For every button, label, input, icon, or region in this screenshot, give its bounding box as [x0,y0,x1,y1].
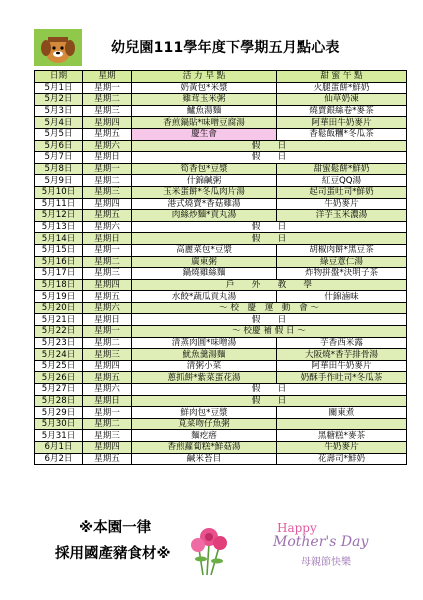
holiday-cell: 假 日 [132,384,407,396]
afternoon-snack-cell: 燒賣銀絲卷*麥茶 [277,105,407,117]
date-cell: 6月2日 [35,453,83,465]
holiday-cell: ～ 校 慶 運 動 會 ～ [132,302,407,314]
weekday-cell: 星期日 [83,152,132,164]
weekday-cell: 星期一 [83,82,132,94]
weekday-cell: 星期二 [83,256,132,268]
morning-snack-cell: 港式燒賣*香菇雞湯 [132,198,277,210]
date-cell: 5月5日 [35,128,83,140]
afternoon-snack-cell: 綠豆薏仁湯 [277,256,407,268]
weekday-cell: 星期四 [83,279,132,291]
afternoon-snack-cell: 胡椒肉餅*黑豆茶 [277,244,407,256]
date-cell: 5月10日 [35,186,83,198]
afternoon-snack-cell: 阿華田牛奶麥片 [277,360,407,372]
table-row [35,163,407,175]
morning-snack-cell: 雞茸玉米粥 [132,94,277,106]
morning-snack-cell: 鹹米苔目 [132,453,277,465]
date-cell: 5月4日 [35,117,83,129]
morning-snack-cell: 廣東粥 [132,256,277,268]
morning-snack-cell: 高麗菜包*豆漿 [132,244,277,256]
header-afternoon-snack: 甜 蜜 午 點 [277,71,407,83]
header-day: 星期 [83,71,132,83]
weekday-cell: 星期四 [83,117,132,129]
holiday-cell: 假 日 [132,140,407,152]
afternoon-snack-cell [277,418,407,430]
card-happy-text: Happy [277,521,317,535]
morning-snack-cell: 香煎蘿蔔糕*鮮菇湯 [132,442,277,454]
date-cell: 5月22日 [35,326,83,338]
weekday-cell: 星期四 [83,198,132,210]
table-row [35,337,407,349]
table-row [35,268,407,280]
weekday-cell: 星期二 [83,94,132,106]
table-row [35,314,407,326]
mothers-day-card [189,513,369,575]
afternoon-snack-cell: 什錦滷味 [277,291,407,303]
afternoon-snack-cell: 關東煮 [277,407,407,419]
table-row [35,372,407,384]
table-row [35,430,407,442]
table-row [35,221,407,233]
page-title: 幼兒園111學年度下學期五月點心表 [111,40,340,56]
weekday-cell: 星期二 [83,175,132,187]
afternoon-snack-cell: 黑糖糕*麥茶 [277,430,407,442]
holiday-cell: 戶 外 教 學 [132,279,407,291]
morning-snack-cell: 魷魚羹湯麵 [132,349,277,361]
morning-snack-cell: 莧菜吻仔魚粥 [132,418,277,430]
table-row [35,395,407,407]
weekday-cell: 星期六 [83,221,132,233]
morning-snack-cell: 水餃*蔬瓜貢丸湯 [132,291,277,303]
morning-snack-cell: 肉絲炒麵*貢丸湯 [132,210,277,222]
afternoon-snack-cell: 紅豆QQ湯 [277,175,407,187]
table-row [35,105,407,117]
date-cell: 5月16日 [35,256,83,268]
weekday-cell: 星期一 [83,163,132,175]
weekday-cell: 星期五 [83,210,132,222]
snack-menu-table [34,70,407,465]
date-cell: 5月17日 [35,268,83,280]
weekday-cell: 星期六 [83,140,132,152]
weekday-cell: 星期五 [83,372,132,384]
morning-snack-cell: 香煎鍋貼*味噌豆腐湯 [132,117,277,129]
table-body [35,82,407,465]
morning-snack-cell: 什錦鹹粥 [132,175,277,187]
weekday-cell: 星期三 [83,349,132,361]
table-row [35,256,407,268]
date-cell: 6月1日 [35,442,83,454]
table-row [35,326,407,338]
weekday-cell: 星期三 [83,268,132,280]
date-cell: 5月8日 [35,163,83,175]
weekday-cell: 星期二 [83,337,132,349]
table-row [35,186,407,198]
table-row [35,442,407,454]
morning-snack-cell: 鱸魚湯麵 [132,105,277,117]
morning-snack-cell: 麵疙瘩 [132,430,277,442]
holiday-cell: 假 日 [132,314,407,326]
date-cell: 5月30日 [35,418,83,430]
date-cell: 5月20日 [35,302,83,314]
table-row [35,407,407,419]
card-subtitle-text: 母親節快樂 [301,557,351,568]
note-line-1: ※本園一律 [79,520,152,536]
cartoon-dog-logo [34,29,82,66]
weekday-cell: 星期五 [83,291,132,303]
date-cell: 5月14日 [35,233,83,245]
table-row [35,384,407,396]
weekday-cell: 星期一 [83,244,132,256]
date-cell: 5月24日 [35,349,83,361]
afternoon-snack-cell: 仙草奶凍 [277,94,407,106]
holiday-cell: 假 日 [132,233,407,245]
table-row [35,140,407,152]
table-row [35,418,407,430]
table-row [35,152,407,164]
header-date: 日期 [35,71,83,83]
date-cell: 5月12日 [35,210,83,222]
table-row [35,279,407,291]
afternoon-snack-cell: 花壽司*鮮奶 [277,453,407,465]
afternoon-snack-cell: 洋芋玉米濃湯 [277,210,407,222]
afternoon-snack-cell: 牛奶麥片 [277,442,407,454]
holiday-cell: 假 日 [132,152,407,164]
morning-snack-cell: 慶生會 [132,128,277,140]
date-cell: 5月9日 [35,175,83,187]
afternoon-snack-cell: 香鬆飯糰*冬瓜茶 [277,128,407,140]
table-row [35,302,407,314]
date-cell: 5月11日 [35,198,83,210]
date-cell: 5月29日 [35,407,83,419]
weekday-cell: 星期三 [83,186,132,198]
date-cell: 5月26日 [35,372,83,384]
table-row [35,117,407,129]
date-cell: 5月6日 [35,140,83,152]
date-cell: 5月13日 [35,221,83,233]
weekday-cell: 星期六 [83,302,132,314]
holiday-cell: ～ 校慶 補 假 日 ～ [132,326,407,338]
afternoon-snack-cell: 炸物拼盤*決明子茶 [277,268,407,280]
weekday-cell: 星期日 [83,395,132,407]
table-row [35,128,407,140]
card-mothers-day-text: Mother's Day [273,534,369,550]
table-row [35,360,407,372]
table-row [35,82,407,94]
date-cell: 5月21日 [35,314,83,326]
weekday-cell: 星期五 [83,453,132,465]
date-cell: 5月23日 [35,337,83,349]
weekday-cell: 星期三 [83,430,132,442]
table-row [35,94,407,106]
weekday-cell: 星期二 [83,418,132,430]
date-cell: 5月15日 [35,244,83,256]
table-row [35,453,407,465]
date-cell: 5月2日 [35,94,83,106]
weekday-cell: 星期三 [83,105,132,117]
weekday-cell: 星期日 [83,314,132,326]
holiday-cell: 假 日 [132,221,407,233]
morning-snack-cell: 清蒸肉圓*味噌湯 [132,337,277,349]
date-cell: 5月3日 [35,105,83,117]
date-cell: 5月28日 [35,395,83,407]
holiday-cell: 假 日 [132,395,407,407]
afternoon-snack-cell: 牛奶麥片 [277,198,407,210]
table-row [35,175,407,187]
header-morning-snack: 活 力 早 點 [132,71,277,83]
table-row [35,198,407,210]
date-cell: 5月19日 [35,291,83,303]
morning-snack-cell: 筍香包*豆漿 [132,163,277,175]
weekday-cell: 星期五 [83,128,132,140]
table-row [35,233,407,245]
weekday-cell: 星期六 [83,384,132,396]
date-cell: 5月1日 [35,82,83,94]
weekday-cell: 星期日 [83,233,132,245]
morning-snack-cell: 清粥小菜 [132,360,277,372]
date-cell: 5月7日 [35,152,83,164]
afternoon-snack-cell: 火腿蛋餅*鮮奶 [277,82,407,94]
morning-snack-cell: 鍋燒雞絲麵 [132,268,277,280]
date-cell: 5月27日 [35,384,83,396]
table-row [35,349,407,361]
weekday-cell: 星期四 [83,360,132,372]
table-row [35,244,407,256]
table-row [35,210,407,222]
morning-snack-cell: 蔥抓餅*紫菜蛋花湯 [132,372,277,384]
afternoon-snack-cell: 奶酥手作吐司*冬瓜茶 [277,372,407,384]
weekday-cell: 星期四 [83,442,132,454]
morning-snack-cell: 玉米蛋餅*冬瓜肉片湯 [132,186,277,198]
afternoon-snack-cell: 起司蛋吐司*鮮奶 [277,186,407,198]
table-header-row [35,71,407,83]
date-cell: 5月25日 [35,360,83,372]
weekday-cell: 星期一 [83,326,132,338]
morning-snack-cell: 鮮肉包*豆漿 [132,407,277,419]
date-cell: 5月18日 [35,279,83,291]
note-line-2: 採用國產豬食材※ [55,546,171,562]
weekday-cell: 星期一 [83,407,132,419]
date-cell: 5月31日 [35,430,83,442]
morning-snack-cell: 奶黃包*米漿 [132,82,277,94]
afternoon-snack-cell: 甜蜜鬆餅*鮮奶 [277,163,407,175]
afternoon-snack-cell: 芋香西米露 [277,337,407,349]
table-row [35,291,407,303]
afternoon-snack-cell: 阿華田牛奶麥片 [277,117,407,129]
afternoon-snack-cell: 大阪燒*香芋排骨湯 [277,349,407,361]
